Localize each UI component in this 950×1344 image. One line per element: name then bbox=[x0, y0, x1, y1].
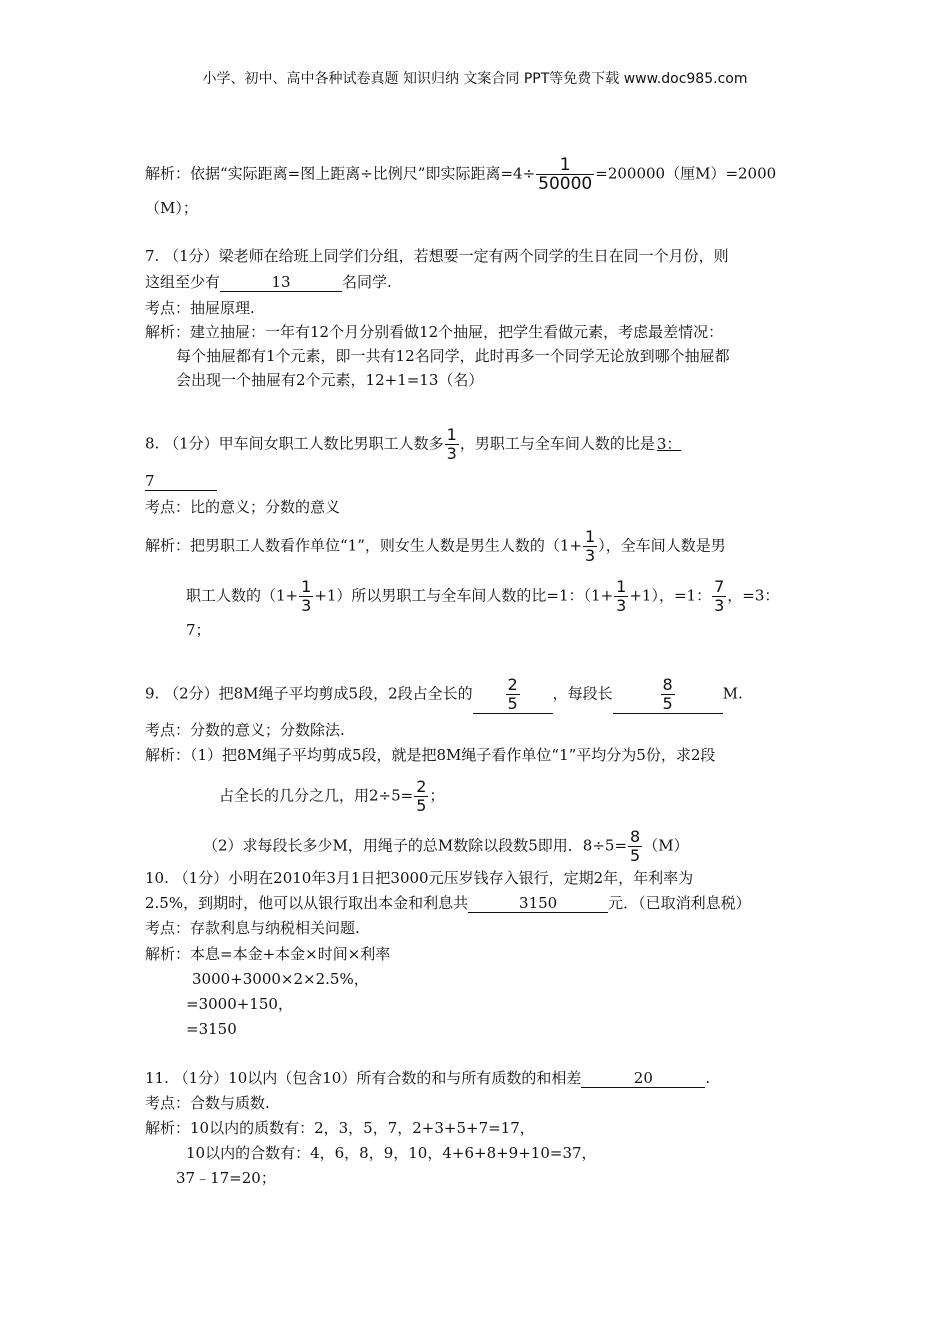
q10-question-line2 bbox=[145, 893, 751, 913]
q10-analysis-line3: =3000+150， bbox=[186, 995, 293, 1013]
q11-analysis-line1: 解析：10以内的质数有：2，3，5，7，2+3+5+7=17， bbox=[145, 1119, 535, 1137]
q9-text-b: ，每段长 bbox=[552, 684, 613, 703]
q7-kaodian: 考点：抽屉原理. bbox=[145, 299, 255, 317]
q10-text-b: 元．（已取消利息税） bbox=[608, 894, 751, 912]
q8-an1-frac-den: 3 bbox=[585, 546, 596, 565]
q9-a1-den: 5 bbox=[507, 694, 518, 713]
q7-question-line1: 7. （1分）梁老师在给班上同学们分组，若想要一定有两个同学的生日在同一个月份，则 bbox=[145, 247, 729, 265]
q10-text-a: 2.5%，到期时，他可以从银行取出本金和利息共 bbox=[145, 894, 469, 912]
q9-an2-fraction bbox=[414, 778, 428, 815]
q8-frac-num: 1 bbox=[446, 425, 457, 444]
q8-an2-text-a: 职工人数的（1+ bbox=[186, 586, 299, 605]
q6-analysis-line2: （M）； bbox=[145, 199, 198, 217]
q9-a2-num: 8 bbox=[662, 675, 673, 694]
q7-text-b: 名同学. bbox=[342, 273, 392, 291]
q8-an2-text-c: +1），=1： bbox=[629, 586, 712, 605]
q8-an2-text-d: ，=3： bbox=[727, 586, 780, 605]
q9-answer1-fraction bbox=[506, 676, 520, 713]
q8-kaodian: 考点：比的意义；分数的意义 bbox=[145, 498, 341, 516]
q7-analysis-line1: 解析：建立抽屉：一年有12个月分别看做12个抽屉，把学生看做元素，考虑最差情况： bbox=[145, 323, 724, 341]
q8-an2-frac1-num: 1 bbox=[301, 577, 312, 596]
q10-question-line1: 10. （1分）小明在2010年3月1日把3000元压岁钱存入银行，定期2年，年利率为 bbox=[145, 869, 694, 887]
q6-frac-num: 1 bbox=[536, 156, 594, 175]
page-header: 小学、初中、高中各种试卷真题 知识归纳 文案合同 PPT等免费下载 www.doc985.com bbox=[202, 71, 748, 87]
q9-answer2-blank bbox=[613, 676, 723, 714]
q9-an3-text-a: （2）求每段长多少M，用绳子的总M数除以段数5即用．8÷5= bbox=[203, 836, 628, 855]
q8-question-line1 bbox=[145, 426, 681, 463]
q8-an2-fraction-2 bbox=[614, 578, 628, 615]
q11-text-b: . bbox=[705, 1069, 711, 1087]
q11-kaodian: 考点：合数与质数. bbox=[145, 1094, 270, 1112]
q7-answer-blank: 13 bbox=[220, 273, 342, 292]
q8-an2-frac3-num: 7 bbox=[714, 577, 725, 596]
q9-analysis-line2 bbox=[219, 778, 444, 815]
q9-answer2-fraction bbox=[661, 676, 675, 713]
q9-text-c: M. bbox=[722, 684, 743, 703]
q8-fraction-one-third bbox=[445, 426, 459, 463]
q6-fraction bbox=[536, 156, 594, 193]
q9-an2-text-b: ； bbox=[429, 786, 445, 805]
q11-analysis-line3: 37﹣17=20； bbox=[176, 1169, 276, 1187]
q9-analysis-line1: 解析：（1）把8M绳子平均剪成5段，就是把8M绳子看作单位“1”平均分为5份，求2段 bbox=[145, 746, 716, 764]
q8-an1-frac-num: 1 bbox=[585, 527, 596, 546]
q11-answer-blank: 20 bbox=[581, 1069, 705, 1088]
q6-analysis-text-b: =200000（厘M）=2000 bbox=[595, 164, 777, 183]
q9-an3-fraction bbox=[628, 828, 642, 865]
q9-an3-frac-num: 8 bbox=[630, 827, 641, 846]
q8-analysis-line2 bbox=[186, 578, 779, 615]
q8-an2-text-b: +1）所以男职工与全车间人数的比=1：（1+ bbox=[314, 586, 614, 605]
q8-frac-den: 3 bbox=[446, 444, 457, 463]
q10-analysis-line1: 解析：本息=本金+本金×时间×利率 bbox=[145, 945, 391, 963]
q10-analysis-line4: =3150 bbox=[186, 1020, 237, 1038]
q9-an2-frac-num: 2 bbox=[416, 777, 427, 796]
q9-text-a: 9. （2分）把8M绳子平均剪成5段，2段占全长的 bbox=[145, 684, 473, 703]
q7-text-a: 这组至少有 bbox=[145, 273, 221, 291]
q8-analysis-line3: 7； bbox=[186, 621, 211, 639]
q9-kaodian: 考点：分数的意义；分数除法. bbox=[145, 721, 345, 739]
q9-an2-text-a: 占全长的几分之几，用2÷5= bbox=[219, 786, 414, 805]
q8-an1-text-b: ），全车间人数是男 bbox=[598, 536, 726, 555]
q10-analysis-line2: 3000+3000×2×2.5%， bbox=[192, 970, 369, 988]
q8-an2-fraction-1 bbox=[299, 578, 313, 615]
q7-analysis-line3: 会出现一个抽屉有2个元素，12+1=13（名） bbox=[176, 371, 484, 389]
q8-text-b: ，男职工与全车间人数的比是 bbox=[459, 434, 655, 453]
q9-a2-den: 5 bbox=[662, 694, 673, 713]
q8-an2-frac1-den: 3 bbox=[301, 596, 312, 615]
q11-text-a: 11. （1分）10以内（包含10）所有合数的和与所有质数的和相差 bbox=[145, 1069, 582, 1087]
q8-an1-fraction bbox=[583, 528, 597, 565]
q9-an3-text-b: （M） bbox=[643, 836, 689, 855]
q10-kaodian: 考点：存款利息与纳税相关问题. bbox=[145, 919, 360, 937]
q9-answer1-blank bbox=[473, 676, 553, 714]
q8-an2-frac2-den: 3 bbox=[616, 596, 627, 615]
q8-an2-fraction-3 bbox=[712, 578, 726, 615]
q10-answer-blank: 3150 bbox=[468, 894, 608, 913]
q7-question-line2 bbox=[145, 272, 392, 292]
q9-an2-frac-den: 5 bbox=[416, 796, 427, 815]
q6-analysis-line1 bbox=[145, 156, 776, 193]
q8-analysis-line1 bbox=[145, 528, 726, 565]
q7-analysis-line2: 每个抽屉都有1个元素，即一共有12名同学，此时再多一个同学无论放到哪个抽屉都 bbox=[176, 347, 730, 365]
q9-question-line1 bbox=[145, 676, 743, 714]
q9-analysis-line3 bbox=[203, 828, 689, 865]
q8-an2-frac2-num: 1 bbox=[616, 577, 627, 596]
q8-answer-a: 3： bbox=[656, 434, 682, 453]
q8-answer-line bbox=[145, 471, 217, 491]
q9-a1-num: 2 bbox=[507, 675, 518, 694]
q8-an1-text-a: 解析：把男职工人数看作单位“1”，则女生人数是男生人数的（1+ bbox=[145, 536, 582, 555]
q6-analysis-text-a: 解析：依据“实际距离=图上距离÷比例尺”即实际距离=4÷ bbox=[145, 164, 536, 183]
q8-answer-b: 7 bbox=[145, 472, 217, 491]
q6-frac-den: 50000 bbox=[538, 174, 593, 194]
q8-an2-frac3-den: 3 bbox=[714, 596, 725, 615]
q9-an3-frac-den: 5 bbox=[630, 846, 641, 865]
q11-analysis-line2: 10以内的合数有：4，6，8，9，10，4+6+8+9+10=37， bbox=[186, 1144, 597, 1162]
q8-text-a: 8. （1分）甲车间女职工人数比男职工人数多 bbox=[145, 434, 444, 453]
q11-question-line1 bbox=[145, 1068, 710, 1088]
